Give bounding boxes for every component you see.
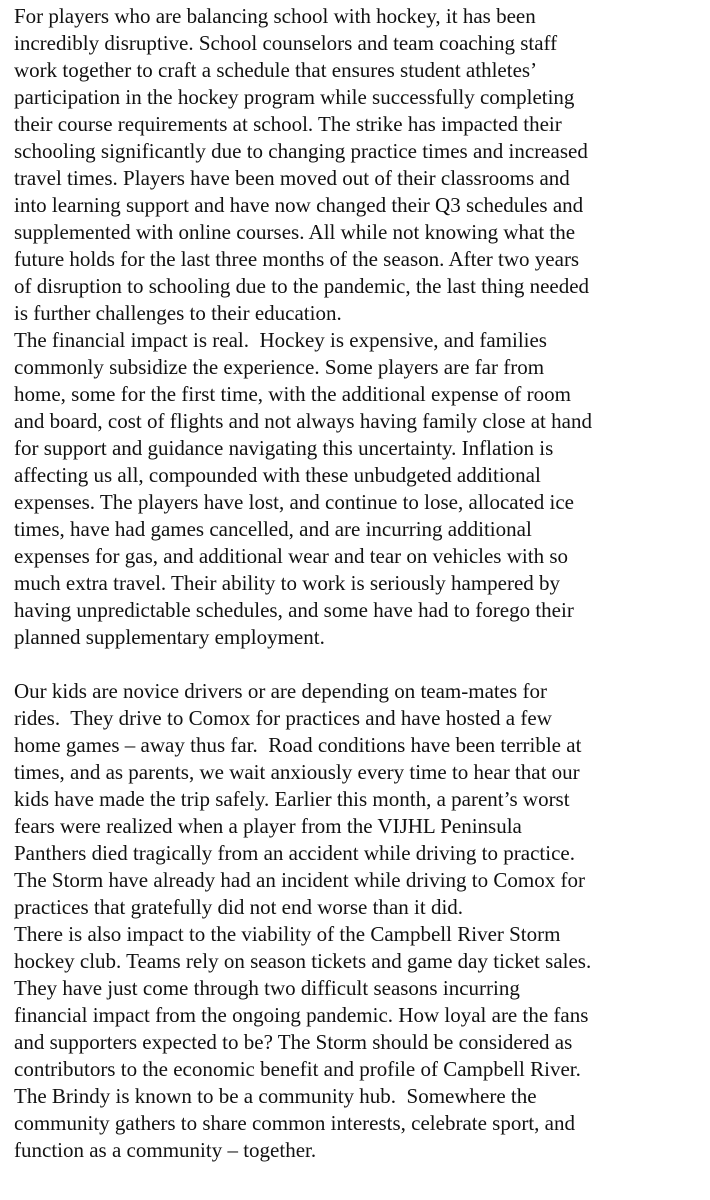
text-line: There is also impact to the viability of the Campbell River Storm [14,922,561,946]
text-line: expenses. The players have lost, and continue to lose, allocated ice [14,490,575,514]
text-line: participation in the hockey program while successfully completing [14,85,575,109]
text-line: much extra travel. Their ability to work is seriously hampered by [14,571,561,595]
text-line: hockey club. Teams rely on season tickets and game day ticket sales. [14,949,592,973]
text-line: home, some for the first time, with the additional expense of room [14,382,571,406]
text-line: The Storm have already had an incident while driving to Comox for [14,868,585,892]
text-line: times, and as parents, we wait anxiously every time to hear that our [14,760,580,784]
text-line: They have just come through two difficult seasons incurring [14,976,520,1000]
text-line: community gathers to share common interests, celebrate sport, and [14,1111,576,1135]
text-line: contributors to the economic benefit and profile of Campbell River. [14,1057,581,1081]
text-line: Our kids are novice drivers or are depending on team-mates for [14,679,547,703]
text-line: For players who are balancing school with hockey, it has been [14,4,536,28]
text-line: affecting us all, compounded with these unbudgeted additional [14,463,541,487]
text-line: schooling significantly due to changing practice times and increased [14,139,588,163]
paragraph-schooling [14,3,700,327]
text-line: and board, cost of flights and not always having family close at hand [14,409,592,433]
text-line: times, have had games cancelled, and are incurring additional [14,517,532,541]
text-line: their course requirements at school. The strike has impacted their [14,112,562,136]
paragraph-driving [14,678,700,921]
text-line: rides. They drive to Comox for practices and have hosted a few [14,706,552,730]
text-line: financial impact from the ongoing pandemic. How loyal are the fans [14,1003,589,1027]
text-line: home games – away thus far. Road conditions have been terrible at [14,733,582,757]
text-line: expenses for gas, and additional wear and tear on vehicles with so [14,544,568,568]
text-line: is further challenges to their education. [14,301,342,325]
text-line: function as a community – together. [14,1138,317,1162]
text-line: The Brindy is known to be a community hub. Somewhere the [14,1084,537,1108]
text-line: incredibly disruptive. School counselors and team coaching staff [14,31,558,55]
paragraph-financial [14,327,700,651]
text-line: future holds for the last three months of the season. After two years [14,247,580,271]
text-line: kids have made the trip safely. Earlier this month, a parent’s worst [14,787,570,811]
text-line: and supporters expected to be? The Storm should be considered as [14,1030,573,1054]
text-line: of disruption to schooling due to the pandemic, the last thing needed [14,274,590,298]
text-line: Panthers died tragically from an accident while driving to practice. [14,841,575,865]
text-line: commonly subsidize the experience. Some players are far from [14,355,545,379]
text-line: fears were realized when a player from the VIJHL Peninsula [14,814,522,838]
text-line: planned supplementary employment. [14,625,325,649]
paragraph-spacer [14,651,700,678]
text-line: supplemented with online courses. All while not knowing what the [14,220,576,244]
text-line: work together to craft a schedule that ensures student athletes’ [14,58,538,82]
text-line: travel times. Players have been moved out of their classrooms and [14,166,570,190]
text-line: for support and guidance navigating this uncertainty. Inflation is [14,436,554,460]
text-line: having unpredictable schedules, and some have had to forego their [14,598,574,622]
text-line: The financial impact is real. Hockey is expensive, and families [14,328,547,352]
text-line: practices that gratefully did not end worse than it did. [14,895,464,919]
paragraph-club-viability [14,921,700,1164]
text-line: into learning support and have now changed their Q3 schedules and [14,193,584,217]
